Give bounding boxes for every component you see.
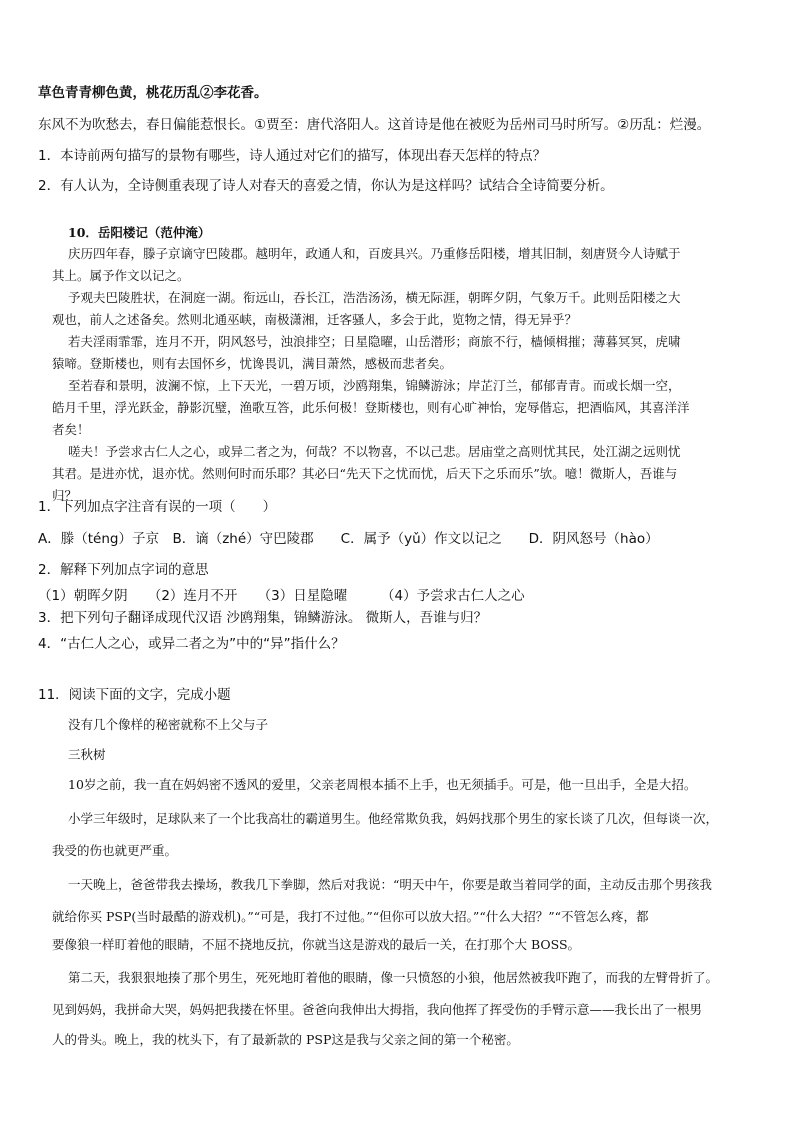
q11-subtitle: 没有几个像样的秘密就称不上父与子 [68, 717, 269, 732]
q11-paragraph-line: 小学三年级时，足球队来了一个比我高壮的霸道男生。他经常欺负我，妈妈找那个男生的家长谈了几次，但每谈一次， [68, 811, 719, 826]
q10-text-line: 庆历四年春，滕子京谪守巴陵郡。越明年，政通人和，百废具兴。乃重修岳阳楼，增其旧制，刻唐贤今人诗赋于 [68, 246, 681, 261]
q10-text-line: 皓月千里，浮光跃金，静影沉璧，渔歌互答，此乐何极！登斯楼也，则有心旷神怡，宠辱偕忘，把酒临风，其喜洋洋 [52, 400, 690, 415]
q11-author: 三秋树 [68, 747, 106, 762]
q10-text-line: 其君。是进亦忧，退亦忧。然则何时而乐耶？其必曰“先天下之忧而忧，后天下之乐而乐”欤。噫！微斯人，吾谁与 [52, 466, 678, 481]
poem-line-1: 草色青青柳色黄，桃花历乱②李花香。 [38, 85, 268, 101]
q10-question-2-items: （1）朝晖夕阴 （2）连月不开 （3）日星隐曜 （4）予尝求古仁人之心 [38, 588, 525, 604]
q10-text-line: 嗟夫！予尝求古仁人之心，或异二者之为，何哉？不以物喜，不以己悲。居庙堂之高则忧其民，处江湖之远则忧 [68, 444, 681, 459]
q10-text-line: 予观夫巴陵胜状，在洞庭一湖。衔远山，吞长江，浩浩汤汤，横无际涯，朝晖夕阴，气象万千。此则岳阳楼之大 [68, 290, 681, 305]
q10-text-line: 猿啼。登斯楼也，则有去国怀乡，忧谗畏讥，满目萧然，感极而悲者矣。 [52, 356, 453, 371]
q10-title: 10．岳阳楼记（范仲淹） [68, 225, 211, 240]
q11-paragraph-line: 我受的伤也就更严重。 [52, 843, 178, 858]
q10-text-line: 观也，前人之述备矣。然则北通巫峡，南极潇湘，迁客骚人，多会于此，览物之情，得无异乎？ [52, 312, 578, 327]
poem-question-2: 2．有人认为，全诗侧重表现了诗人对春天的喜爱之情，你认为是这样吗？试结合全诗简要分析。 [38, 178, 614, 194]
q10-question-3: 3．把下列句子翻译成现代汉语 沙鸥翔集，锦鳞游泳。 微斯人，吾谁与归？ [38, 610, 488, 626]
q11-paragraph-line: 见到妈妈，我拼命大哭，妈妈把我搂在怀里。爸爸向我伸出大拇指，我向他挥了挥受伤的手臂示意——我长出了一根男 [52, 1002, 703, 1017]
q10-text-line: 至若春和景明，波澜不惊，上下天光，一碧万顷，沙鸥翔集，锦鳞游泳；岸芷汀兰，郁郁青青。而或长烟一空， [68, 378, 681, 393]
q11-paragraph-line: 第二天，我狠狠地揍了那个男生，死死地盯着他的眼睛，像一只愤怒的小狼，他居然被我吓跑了，而我的左臂骨折了。 [68, 970, 719, 985]
poem-question-1: 1．本诗前两句描写的景物有哪些，诗人通过对它们的描写，体现出春天怎样的特点？ [38, 148, 547, 164]
q10-question-1: 1．下列加点字注音有误的一项（ ） [38, 499, 277, 515]
q10-text-line: 其上。属予作文以记之。 [52, 268, 190, 283]
q10-text-line: 若夫淫雨霏霏，连月不开，阴风怒号，浊浪排空；日星隐曜，山岳潜形；商旅不行，樯倾楫摧；薄暮冥冥，虎啸 [68, 334, 681, 349]
poem-line-2-with-notes: 东风不为吹愁去，春日偏能惹恨长。①贾至：唐代洛阳人。这首诗是他在被贬为岳州司马时所写。②历乱：烂漫。 [38, 117, 711, 133]
q10-question-4: 4．“古仁人之心，或异二者之为”中的“异”指什么？ [38, 636, 345, 652]
q11-title: 11．阅读下面的文字，完成小题 [38, 687, 231, 703]
q10-text-line: 者矣！ [52, 422, 90, 437]
q10-question-2: 2．解释下列加点字词的意思 [38, 562, 209, 578]
q11-paragraph-line: 一天晚上，爸爸带我去操场，教我几下拳脚，然后对我说：“明天中午，你要是敢当着同学的面，主动反击那个男孩我 [68, 877, 712, 892]
q11-paragraph-line: 要像狼一样盯着他的眼睛，不屈不挠地反抗，你就当这是游戏的最后一关，在打那个大 BOSS。 [52, 937, 581, 952]
q10-text-line: 归？ [52, 488, 78, 503]
q11-paragraph-line: 就给你买 PSP(当时最酷的游戏机)。”“可是，我打不过他。”“但你可以放大招。”“什么大招？”“不管怎么疼，都 [52, 909, 649, 924]
q11-paragraph-line: 10岁之前，我一直在妈妈密不透风的爱里，父亲老周根本插不上手，也无须插手。可是，他一旦出手，全是大招。 [68, 777, 697, 792]
q10-options: A．滕（téng）子京 B．谪（zhé）守巴陵郡 C．属予（yǔ）作文以记之 D．阴风怒号（hào） [38, 531, 659, 547]
q11-paragraph-line: 人的骨头。晚上，我的枕头下，有了最新款的 PSP这是我与父亲之间的第一个秘密。 [52, 1032, 519, 1047]
